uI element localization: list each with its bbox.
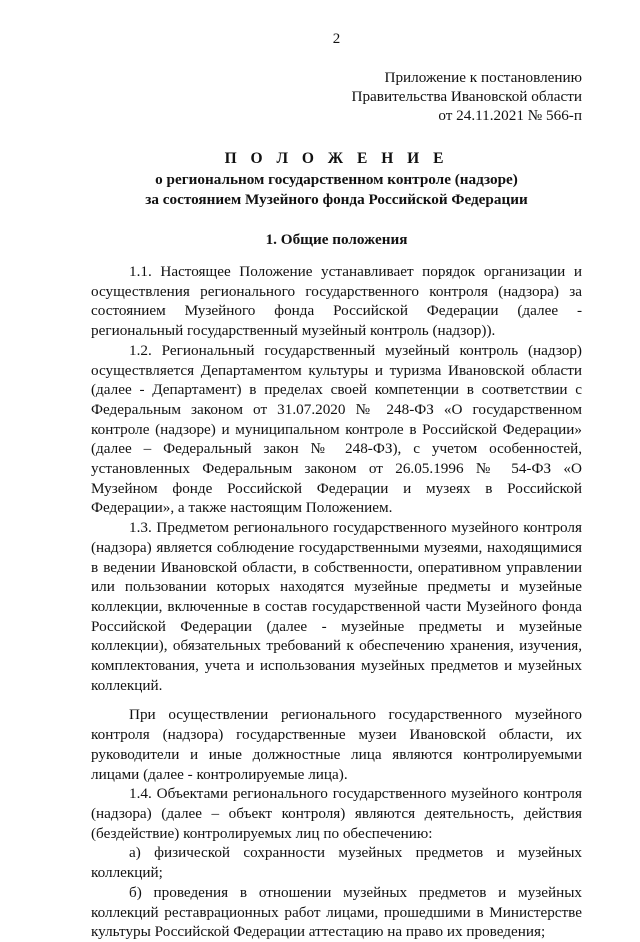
section-title: 1. Общие положения [265,231,408,248]
appendix-line: от 24.11.2021 № 566-п [438,107,582,124]
document-title: П О Л О Ж Е Н И Е [224,150,449,167]
paragraph: 1.1. Настоящее Положение устанавливает порядок организации и осуществления регионального государственного контроля (надзора) за состоянием Музейного фонда Российской Федерации (далее - региональный государственный музейный контроль (надзор)). [91,263,582,340]
subtitle-line: о региональном государственном контроле (надзоре) [155,171,518,188]
paragraph: 1.4. Объектами регионального государственного музейного контроля (надзора) (далее – объект контроля) являются деятельность, действия (бездействие) контролируемых лиц по обеспечению: [91,785,582,842]
paragraph: а) физической сохранности музейных предметов и музейных коллекций; [91,844,582,882]
document-body [91,262,582,942]
page-number: 2 [332,31,341,47]
paragraph: 1.3. Предметом регионального государственного музейного контроля (надзора) является соблюдение государственными музеями, находящимися в ведении Ивановской области, в собственности, оперативном управлении или пользовании которых находятся музейные предметы и музейные коллекции, включенные в состав государственной части Музейного фонда Российской Федерации (далее - музейные предметы и музейные коллекции), обязательных требований к обеспечению хранения, изучения, комплектования, учета и использования музейных предметов и музейных коллекций. [91,519,582,694]
paragraph: 1.2. Региональный государственный музейный контроль (надзор) осуществляется Департаментом культуры и туризма Ивановской области (далее - Департамент) в пределах своей компетенции в соответствии с Федеральным законом от 31.07.2020 № 248-ФЗ «О государственном контроле (надзоре) и муниципальном контроле в Российской Федерации» (далее – Федеральный закон № 248-ФЗ), с учетом особенностей, установленных Федеральным законом от 26.05.1996 № 54-ФЗ «О Музейном фонде Российской Федерации и музеях в Российской Федерации», а также настоящим Положением. [91,341,582,517]
paragraph: При осуществлении регионального государственного музейного контроля (надзора) государственные музеи Ивановской области, их руководители и иные должностные лица являются контролируемыми лицами (далее - контролируемые лица). [91,706,582,783]
document-subtitle [91,170,582,209]
subtitle-line: за состоянием Музейного фонда Российской Федерации [145,190,528,208]
appendix-line: Правительства Ивановской области [351,88,582,105]
appendix-header [91,68,582,125]
paragraph: б) проведения в отношении музейных предметов и музейных коллекций реставрационных работ лицами, прошедшими в Министерстве культуры Российской Федерации аттестацию на право их проведения; [91,883,582,941]
appendix-line: Приложение к постановлению [384,69,582,86]
